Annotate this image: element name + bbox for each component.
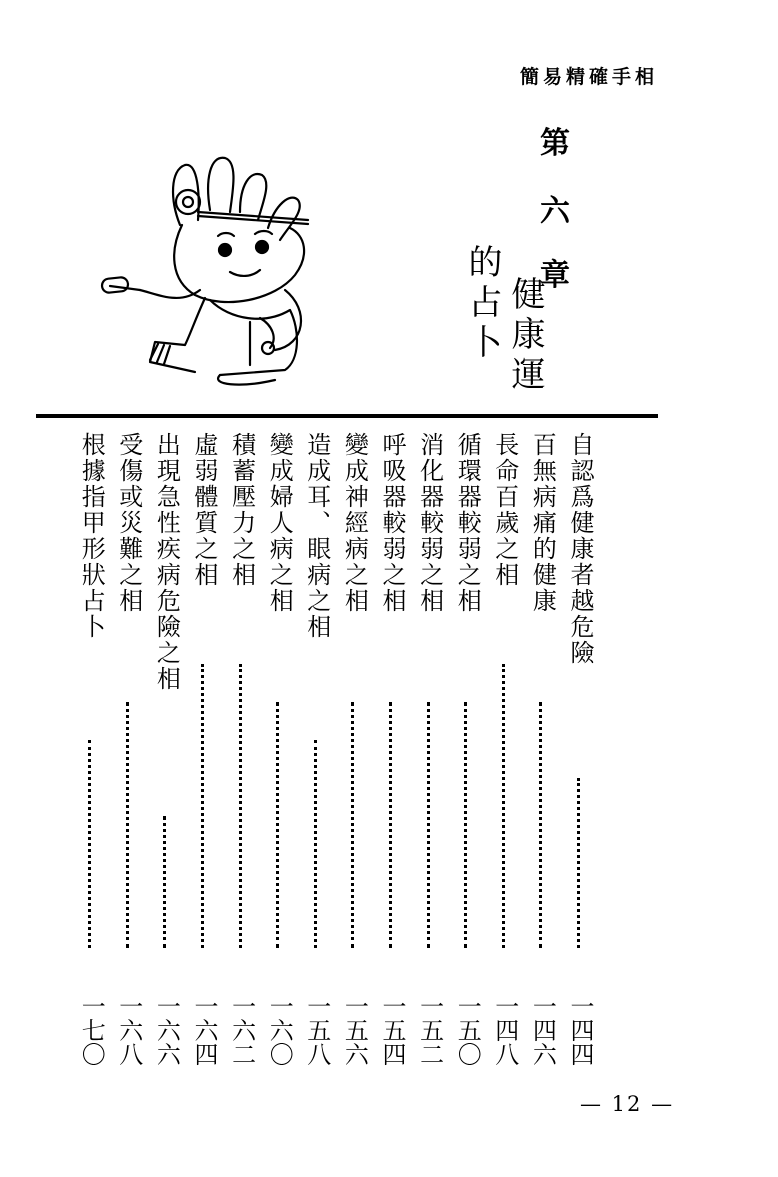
toc-dot-leader	[163, 816, 166, 948]
toc-entry-title: 循環器較弱之相	[453, 432, 482, 614]
toc-entry[interactable]	[412, 432, 448, 1072]
toc-entry-title: 長命百歲之相	[490, 432, 519, 588]
hand-doctor-illustration	[100, 150, 330, 390]
toc-entry[interactable]	[449, 432, 485, 1072]
toc-entry-page: 一五六	[340, 994, 369, 1066]
chapter-label-char-3: 章	[540, 258, 570, 293]
chapter-title-line-1: 健康運	[505, 276, 545, 396]
toc-dot-leader	[427, 702, 430, 948]
toc-dot-leader	[314, 740, 317, 948]
toc-entry[interactable]	[186, 432, 222, 1072]
toc-dot-leader	[464, 702, 467, 948]
toc-entry[interactable]	[562, 432, 598, 1072]
toc-entry-title: 呼吸器較弱之相	[378, 432, 406, 614]
chapter-label	[540, 118, 586, 293]
toc-entry-title: 虛弱體質之相	[190, 432, 218, 588]
toc-entry-title: 出現急性疾病危險之相	[152, 432, 181, 692]
toc-entry[interactable]	[299, 432, 335, 1072]
running-head: 簡易精確手相	[519, 66, 658, 88]
toc-entry-page: 一五〇	[453, 994, 482, 1066]
toc-entry-title: 自認爲健康者越危險	[566, 432, 594, 666]
toc-entry-title: 變成神經病之相	[340, 432, 369, 614]
page-number: — 12 —	[580, 1092, 675, 1116]
toc-dot-leader	[126, 702, 129, 948]
toc-dot-leader	[276, 702, 279, 948]
toc-entry-title: 根據指甲形狀占卜	[77, 432, 106, 640]
toc-dot-leader	[201, 664, 204, 948]
toc-entry-page: 一四四	[566, 994, 594, 1066]
toc-dot-leader	[351, 702, 354, 948]
toc-entry-page: 一六八	[114, 994, 143, 1066]
toc-entry-page: 一五八	[302, 994, 331, 1066]
chapter-label-char-2: 六	[540, 194, 570, 229]
toc-entry-title: 變成婦人病之相	[265, 432, 294, 614]
toc-entry[interactable]	[261, 432, 297, 1072]
toc-dot-leader	[389, 702, 392, 948]
toc-entry[interactable]	[336, 432, 372, 1072]
toc-entry-title: 消化器較弱之相	[415, 432, 444, 614]
toc-entry-page: 一六四	[190, 994, 218, 1066]
toc-dot-leader	[239, 664, 242, 948]
toc-entry[interactable]	[111, 432, 147, 1072]
toc-entry[interactable]	[487, 432, 523, 1072]
toc-entry-title: 百無病痛的健康	[528, 432, 557, 614]
toc-entry-page: 一四六	[528, 994, 557, 1066]
toc-entry[interactable]	[524, 432, 560, 1072]
toc-entry[interactable]	[374, 432, 410, 1072]
toc-entry-title: 受傷或災難之相	[114, 432, 143, 614]
chapter-title-line-2: 的占卜	[462, 244, 502, 364]
toc-entry[interactable]	[224, 432, 260, 1072]
toc-entry-title: 積蓄壓力之相	[227, 432, 256, 588]
header-rule	[36, 414, 658, 418]
toc-entry-page: 一六六	[152, 994, 181, 1066]
toc-dot-leader	[88, 740, 91, 948]
toc-entry-page: 一六〇	[265, 994, 294, 1066]
toc-entry-page: 一五四	[378, 994, 406, 1066]
chapter-label-char-1: 第	[540, 126, 570, 161]
toc-dot-leader	[577, 778, 580, 948]
toc-dot-leader	[502, 664, 505, 948]
toc-entry-page: 一六二	[227, 994, 256, 1066]
toc-entry-page: 一七〇	[77, 994, 106, 1066]
table-of-contents	[52, 432, 600, 1072]
toc-entry-page: 一五二	[415, 994, 444, 1066]
toc-dot-leader	[539, 702, 542, 948]
toc-entry[interactable]	[148, 432, 184, 1072]
toc-entry-page: 一四八	[490, 994, 519, 1066]
toc-entry-title: 造成耳、眼病之相	[302, 432, 331, 640]
toc-entry[interactable]	[73, 432, 109, 1072]
